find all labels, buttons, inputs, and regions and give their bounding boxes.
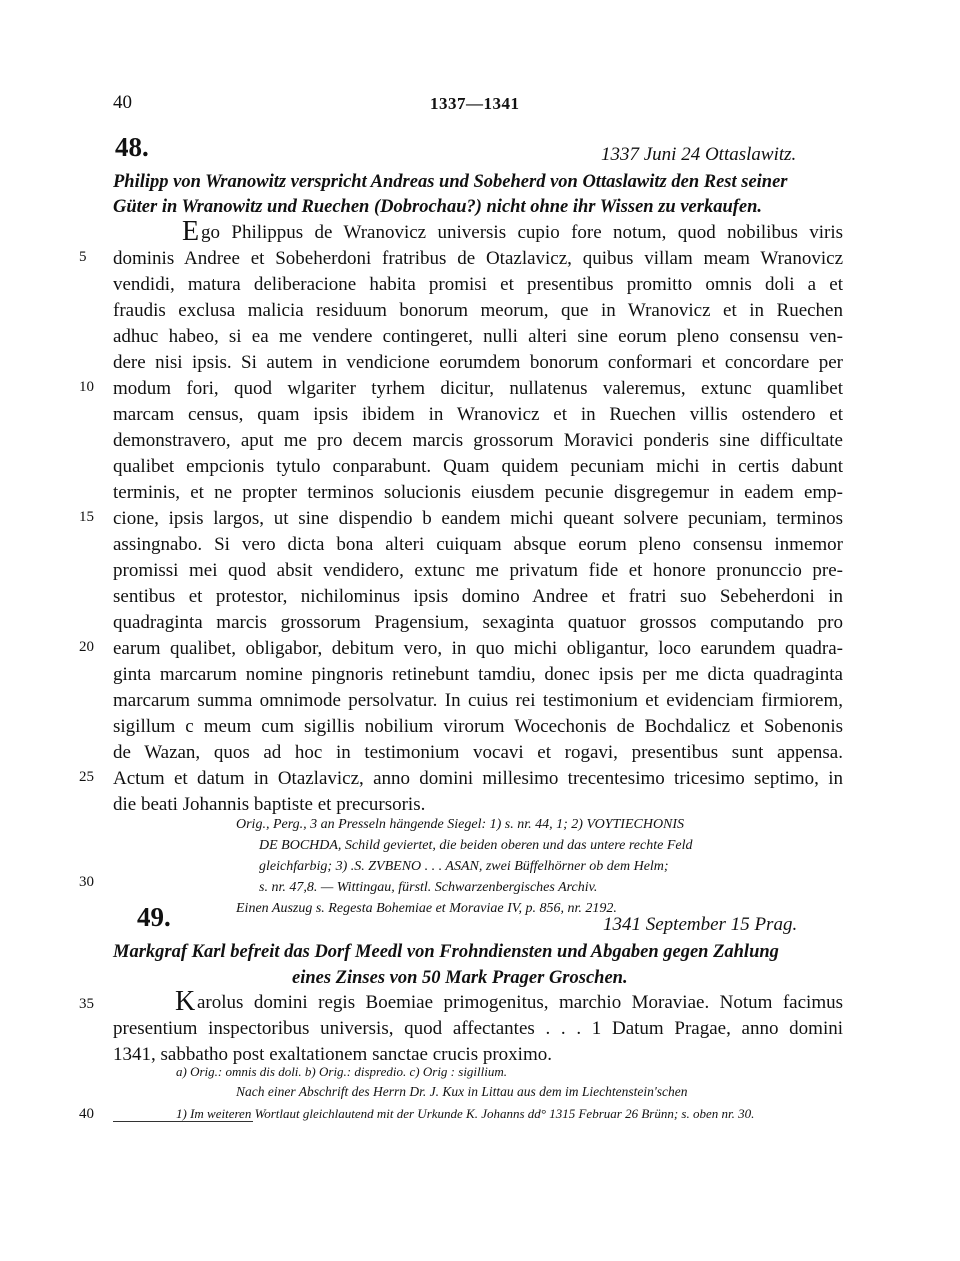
doc48-source-note: gleichfarbig; 3) .S. ZVBENO . . . ASAN, zwei Büffelhörner ob dem Helm;	[259, 859, 669, 874]
doc48-line: de Wazan, quos ad hoc in testimonium vocavi et rogavi, presentibus sunt appensa.	[113, 742, 843, 763]
doc48-line: go Philippus de Wranovicz universis cupio fore notum, quod nobilibus viris	[201, 222, 843, 243]
doc48-line: ginta marcarum nomine pingnoris retinebunt tamdiu, donec ipsis per me dicta quadraginta	[113, 664, 843, 685]
doc48-line: demonstravero, aput me pro decem marcis grossorum Moravici ponderis sine difficultate	[113, 430, 843, 451]
line-number: 25	[79, 769, 94, 785]
doc48-date: 1337 Juni 24 Ottaslawitz.	[601, 144, 797, 165]
doc48-line: die beati Johannis baptiste et precursoris.	[113, 794, 426, 815]
doc48-line: cione, ipsis largos, ut sine dispendio b eandem michi queant solvere pecuniam, terminos	[113, 508, 843, 529]
doc49-number: 49.	[137, 902, 171, 932]
doc48-line: promissi mei quod absit vendidero, extunc me privatum fide et honore pronunccio pre-	[113, 560, 843, 581]
doc48-line: dominis Andree et Sobeherdoni fratribus de Otazlavicz, quibus villam meam Wranovicz	[113, 248, 843, 269]
doc48-line: fraudis exclusa malicia residuum bonorum meorum, que in Wranovicz et in Ruechen	[113, 300, 843, 321]
line-number: 40	[79, 1106, 94, 1122]
doc49-date: 1341 September 15 Prag.	[603, 914, 798, 935]
line-number: 10	[79, 379, 94, 395]
variant-notes: a) Orig.: omnis dis doli. b) Orig.: dispredio. c) Orig : sigillium.	[176, 1064, 508, 1079]
doc48-line: terminis, et ne propter terminos solucionis eiusdem pecunie disgregemur in eadem emp-	[113, 482, 843, 503]
doc49-initial: K	[175, 986, 196, 1017]
doc48-line: sentibus et protestor, nichilominus ipsis domino Andree et fratri suo Sebeherdoni in	[113, 586, 843, 607]
doc48-regest-1: Philipp von Wranowitz verspricht Andreas und Sobeherd von Ottaslawitz den Rest seiner	[113, 172, 788, 192]
doc49-line: arolus domini regis Boemiae primogenitus, marchio Moraviae. Notum facimus	[197, 992, 843, 1013]
doc48-line: adhuc habeo, si ea me vendere contingeret, nulli alteri sine eorum pleno consensu ven-	[113, 326, 843, 347]
doc48-number: 48.	[115, 132, 149, 162]
line-number: 20	[79, 639, 94, 655]
doc49-line: presentium inspectoribus universis, quod affectantes . . . 1 Datum Pragae, anno domini	[113, 1018, 843, 1039]
doc48-line: dere nisi ipsis. Si autem in vendicione eorumdem bonorum conformari et concordare per	[113, 352, 843, 373]
line-number: 30	[79, 874, 94, 890]
doc48-line: qualibet empcionis tytulo conparabunt. Quam quidem pecuniam michi in certis dabunt	[113, 456, 843, 477]
doc48-regest-2: Güter in Wranowitz und Ruechen (Dobrochau?) nicht ohne ihr Wissen zu verkaufen.	[113, 197, 763, 217]
doc48-line: vendidi, matura deliberacione habita promisi et presentibus promitto omnis doli a et	[113, 274, 843, 295]
doc48-source-note: Orig., Perg., 3 an Presseln hängende Siegel: 1) s. nr. 44, 1; 2) VOYTIECHONIS	[236, 817, 685, 832]
line-number: 15	[79, 509, 94, 525]
doc48-source-note: s. nr. 47,8. — Wittingau, fürstl. Schwarzenbergisches Archiv.	[259, 880, 598, 895]
doc48-line: Actum et datum in Otazlavicz, anno domini millesimo trecentesimo tricesimo septimo, in	[113, 768, 843, 789]
doc49-regest-2: eines Zinses von 50 Mark Prager Groschen.	[292, 968, 628, 988]
doc48-line: earum qualibet, obligabor, debitum vero, in quo michi obligantur, loco earundem quadra-	[113, 638, 843, 659]
running-head: 1337—1341	[430, 94, 520, 113]
doc48-line: sigillum c meum cum sigillis nobilium virorum Wocechonis de Bochdalicz et Sobenonis	[113, 716, 843, 737]
doc49-line: 1341, sabbatho post exaltationem sanctae crucis proximo.	[113, 1044, 552, 1065]
doc48-source-note: DE BOCHDA, Schild geviertet, die beiden oberen und das untere rechte Feld	[259, 838, 693, 853]
doc48-line: marcarum summa omnimode persolvatur. In cuius rei testimonium et evidenciam firmiorem,	[113, 690, 843, 711]
source-note: Nach einer Abschrift des Herrn Dr. J. Kux in Littau aus dem im Liechtenstein'schen	[236, 1084, 688, 1099]
doc48-line: assingnabo. Si vero dicta bona alteri cuiquam absque eorum pleno consensu inmemor	[113, 534, 843, 555]
page-number: 40	[113, 92, 132, 113]
doc48-line: quadraginta marcis grossorum Pragensium, sexaginta quatuor grossos computando pro	[113, 612, 843, 633]
doc48-line: modum fori, quod wlgariter tyrhem dicitur, nullatenus valeremus, extunc quamlibet	[113, 378, 843, 399]
doc49-regest-1: Markgraf Karl befreit das Dorf Meedl von Frohndiensten und Abgaben gegen Zahlung	[113, 942, 779, 962]
line-number: 35	[79, 996, 94, 1012]
doc48-source-note: Einen Auszug s. Regesta Bohemiae et Moraviae IV, p. 856, nr. 2192.	[236, 901, 617, 916]
doc48-initial: E	[182, 216, 200, 247]
line-number: 5	[79, 249, 87, 265]
doc48-line: marcam census, quam ipsis ibidem in Wranovicz et in Ruechen villis ostendero et	[113, 404, 843, 425]
footnote-1: 1) Im weiteren Wortlaut gleichlautend mit der Urkunde K. Johanns dd° 1315 Februar 26 Brünn; s. oben nr. 30.	[176, 1106, 755, 1121]
